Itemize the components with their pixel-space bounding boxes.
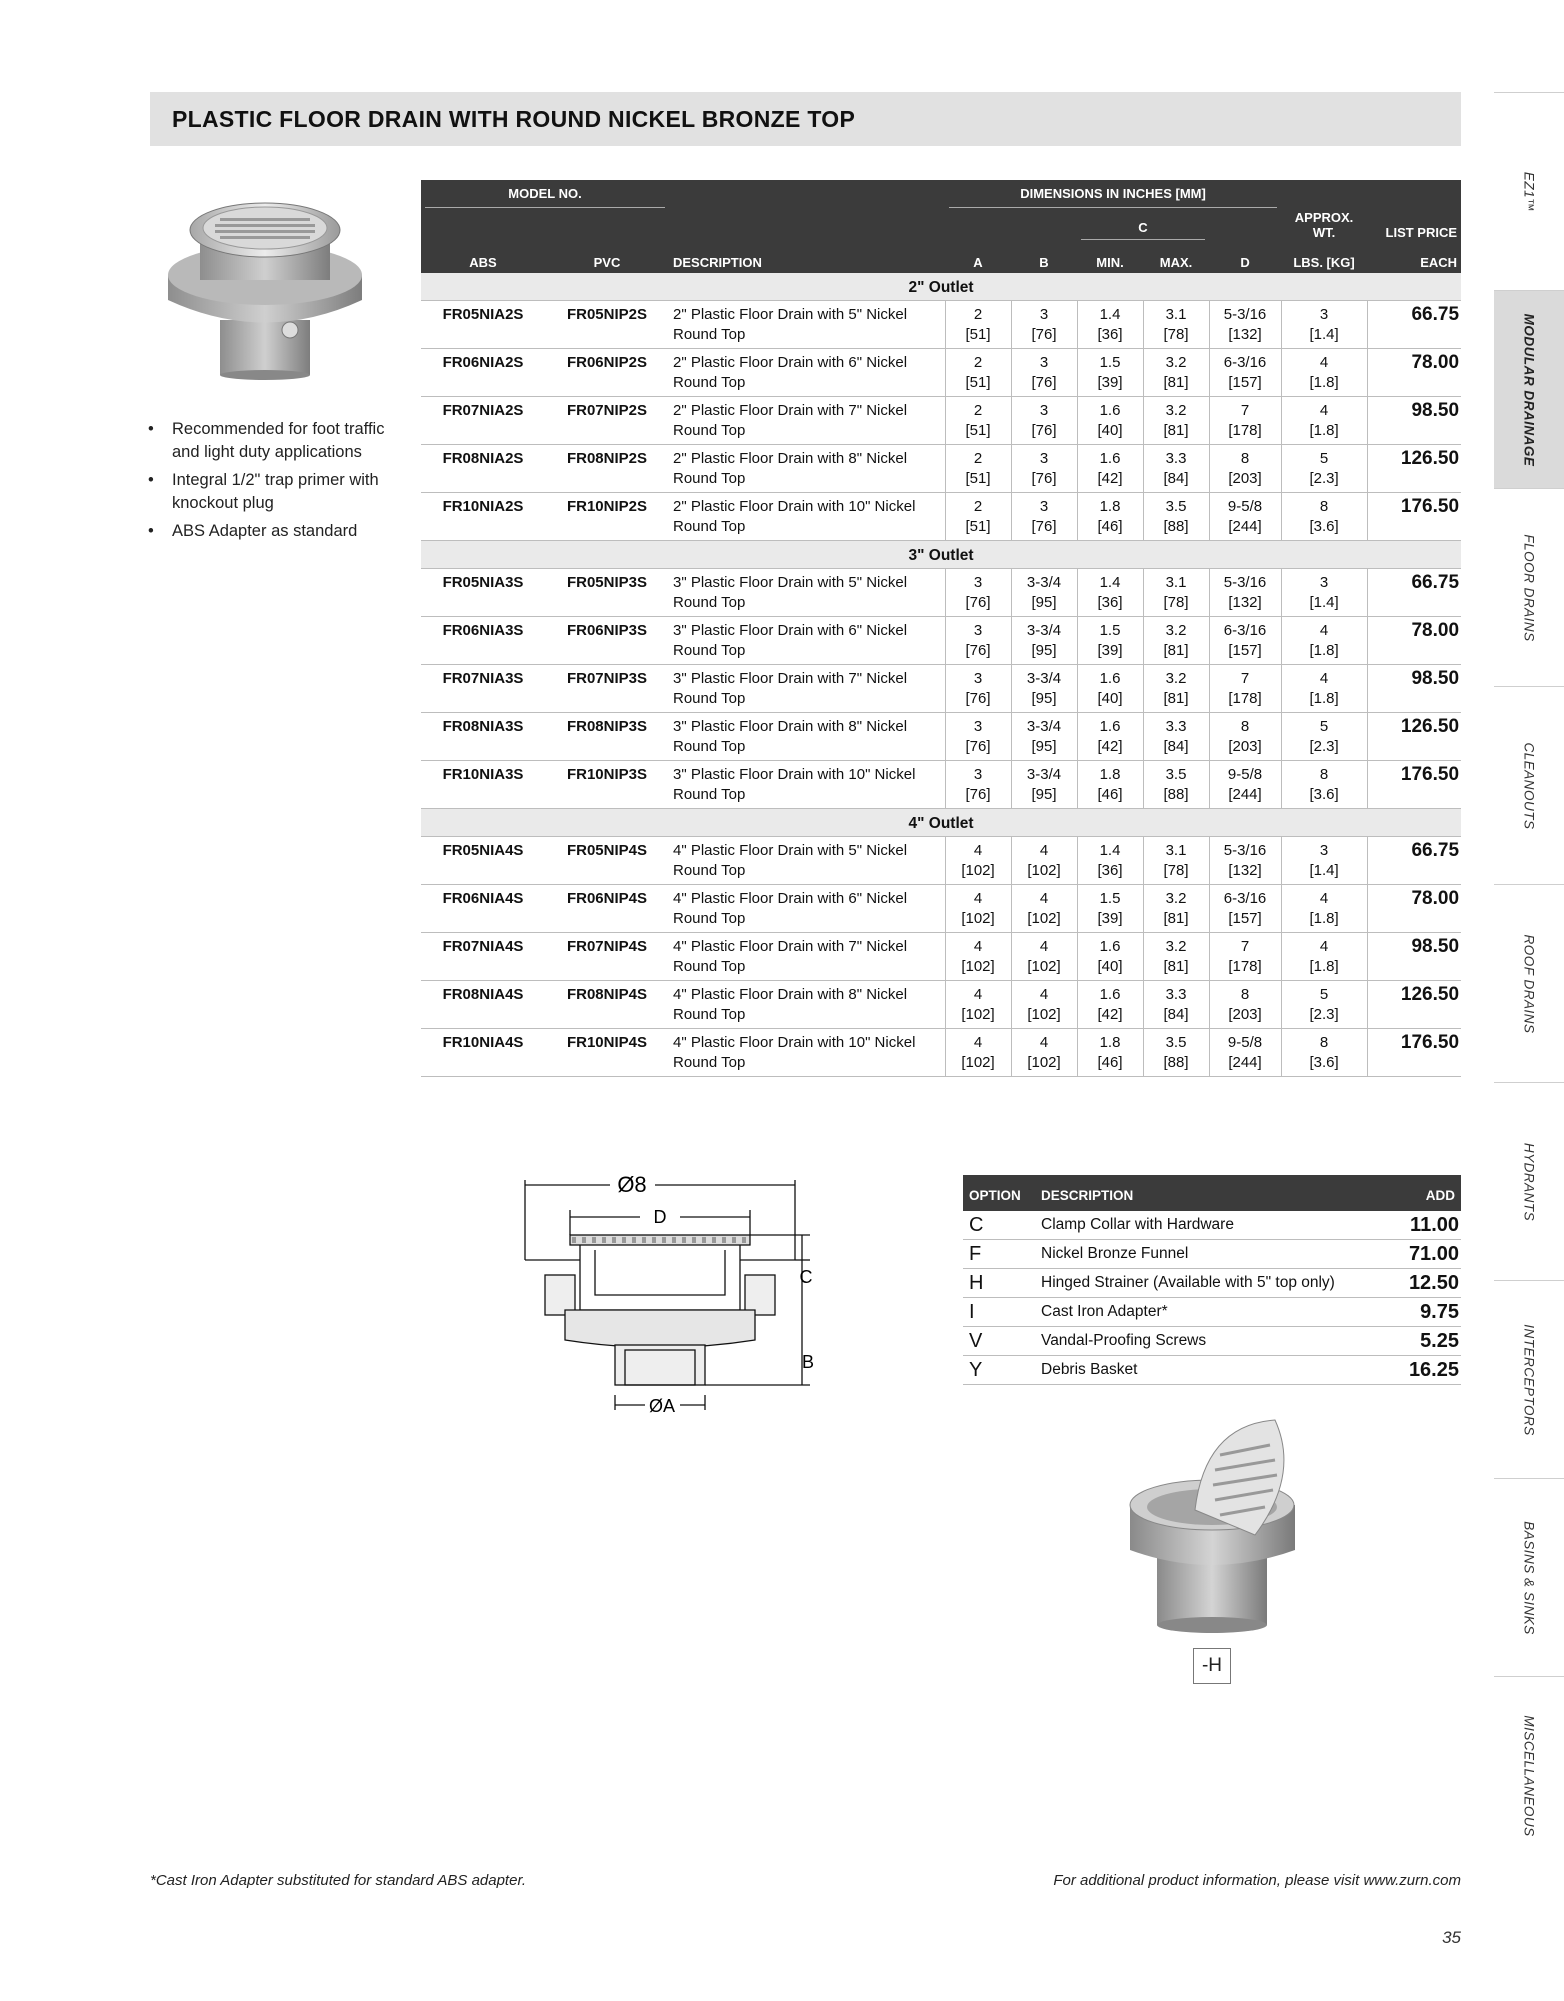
abs-model-cell: FR05NIA3S	[421, 569, 545, 617]
floor-drain-image	[160, 190, 370, 380]
option-description-cell: Nickel Bronze Funnel	[1035, 1240, 1375, 1269]
pvc-model-cell: FR05NIP3S	[545, 569, 669, 617]
dim-d-cell: 5-3/16 [132]	[1209, 569, 1281, 617]
option-row	[963, 1240, 1461, 1269]
abs-model-cell: FR06NIA2S	[421, 349, 545, 397]
dim-a-cell: 2 [51]	[945, 493, 1011, 541]
pvc-model-cell: FR06NIP3S	[545, 617, 669, 665]
abs-model-cell: FR07NIA4S	[421, 933, 545, 981]
option-add-price-cell: 16.25	[1375, 1356, 1461, 1385]
option-description-cell: Vandal-Proofing Screws	[1035, 1327, 1375, 1356]
dim-label-b: B	[801, 1352, 815, 1372]
outlet-group-row	[421, 541, 1461, 569]
dim-c-min-cell: 1.6 [40]	[1077, 665, 1143, 713]
dim-a-cell: 3 [76]	[945, 761, 1011, 809]
pvc-model-cell: FR05NIP4S	[545, 837, 669, 885]
abs-model-cell: FR05NIA4S	[421, 837, 545, 885]
outlet-group-label: 4" Outlet	[421, 809, 1461, 837]
description-cell: 2" Plastic Floor Drain with 7" Nickel Round Top	[669, 397, 945, 445]
pvc-model-cell: FR08NIP3S	[545, 713, 669, 761]
dim-c-max-cell: 3.5 [88]	[1143, 1029, 1209, 1077]
option-code-cell: C	[963, 1211, 1035, 1240]
dim-label-c: C	[799, 1267, 813, 1287]
option-description-cell: Cast Iron Adapter*	[1035, 1298, 1375, 1327]
description-cell: 3" Plastic Floor Drain with 8" Nickel Round Top	[669, 713, 945, 761]
table-row	[421, 1029, 1461, 1077]
dim-c-min-cell: 1.6 [42]	[1077, 981, 1143, 1029]
weight-cell: 4 [1.8]	[1281, 885, 1367, 933]
option-add-price-cell: 5.25	[1375, 1327, 1461, 1356]
dim-b-cell: 3-3/4 [95]	[1011, 665, 1077, 713]
description-header: DESCRIPTION	[669, 240, 945, 273]
description-cell: 4" Plastic Floor Drain with 5" Nickel Round Top	[669, 837, 945, 885]
hinged-strainer-image	[1125, 1415, 1310, 1635]
price-cell: 176.50	[1367, 493, 1461, 541]
table-row	[421, 349, 1461, 397]
outlet-group-row	[421, 809, 1461, 837]
side-tab-interceptors[interactable]: INTERCEPTORS	[1494, 1280, 1564, 1478]
feature-item: • Integral 1/2" trap primer with knockout plug	[148, 469, 388, 515]
price-cell: 78.00	[1367, 349, 1461, 397]
option-add-price-cell: 11.00	[1375, 1211, 1461, 1240]
dim-c-min-cell: 1.4 [36]	[1077, 569, 1143, 617]
dim-b-cell: 3-3/4 [95]	[1011, 617, 1077, 665]
title-bar	[150, 92, 1461, 146]
abs-model-cell: FR08NIA3S	[421, 713, 545, 761]
weight-cell: 5 [2.3]	[1281, 981, 1367, 1029]
side-tab-miscellaneous[interactable]: MISCELLANEOUS	[1494, 1676, 1564, 1874]
dim-c-max-cell: 3.2 [81]	[1143, 885, 1209, 933]
abs-model-cell: FR06NIA3S	[421, 617, 545, 665]
dim-d-cell: 8 [203]	[1209, 445, 1281, 493]
dim-d-cell: 6-3/16 [157]	[1209, 617, 1281, 665]
abs-model-cell: FR10NIA2S	[421, 493, 545, 541]
dim-b-cell: 3 [76]	[1011, 445, 1077, 493]
dim-a-cell: 3 [76]	[945, 665, 1011, 713]
dimensions-header: DIMENSIONS IN INCHES [MM]	[945, 180, 1281, 214]
option-row	[963, 1298, 1461, 1327]
price-cell: 98.50	[1367, 933, 1461, 981]
footer-info: For additional product information, please visit www.zurn.com	[1053, 1872, 1461, 1889]
b-header: B	[1011, 240, 1077, 273]
c-header: C	[1077, 214, 1209, 240]
option-code-cell: Y	[963, 1356, 1035, 1385]
abs-model-cell: FR10NIA4S	[421, 1029, 545, 1077]
option-code-cell: V	[963, 1327, 1035, 1356]
option-row	[963, 1356, 1461, 1385]
dim-a-cell: 4 [102]	[945, 837, 1011, 885]
abs-model-cell: FR07NIA2S	[421, 397, 545, 445]
price-cell: 98.50	[1367, 397, 1461, 445]
option-header: OPTION	[963, 1175, 1035, 1211]
dim-d-cell: 9-5/8 [244]	[1209, 761, 1281, 809]
abs-model-cell: FR06NIA4S	[421, 885, 545, 933]
weight-cell: 4 [1.8]	[1281, 349, 1367, 397]
dim-b-cell: 3 [76]	[1011, 301, 1077, 349]
option-description-cell: Hinged Strainer (Available with 5" top only)	[1035, 1269, 1375, 1298]
table-row	[421, 885, 1461, 933]
weight-cell: 5 [2.3]	[1281, 445, 1367, 493]
dim-c-min-cell: 1.5 [39]	[1077, 349, 1143, 397]
dim-c-min-cell: 1.8 [46]	[1077, 761, 1143, 809]
table-row	[421, 301, 1461, 349]
dim-c-min-cell: 1.6 [40]	[1077, 397, 1143, 445]
feature-item: • Recommended for foot traffic and light duty applications	[148, 418, 388, 464]
feature-item: • ABS Adapter as standard	[148, 520, 388, 543]
dim-b-cell: 4 [102]	[1011, 933, 1077, 981]
dim-c-min-cell: 1.5 [39]	[1077, 617, 1143, 665]
dim-c-max-cell: 3.2 [81]	[1143, 617, 1209, 665]
price-cell: 98.50	[1367, 665, 1461, 713]
table-row	[421, 981, 1461, 1029]
page-number: 35	[1442, 1928, 1461, 1947]
dim-b-cell: 3 [76]	[1011, 349, 1077, 397]
dim-c-min-cell: 1.8 [46]	[1077, 1029, 1143, 1077]
dim-c-max-cell: 3.2 [81]	[1143, 397, 1209, 445]
option-code-cell: F	[963, 1240, 1035, 1269]
dimension-drawing	[520, 1160, 820, 1460]
abs-model-cell: FR05NIA2S	[421, 301, 545, 349]
pvc-model-cell: FR10NIP4S	[545, 1029, 669, 1077]
option-row	[963, 1327, 1461, 1356]
dim-b-cell: 4 [102]	[1011, 981, 1077, 1029]
dim-b-cell: 3-3/4 [95]	[1011, 761, 1077, 809]
weight-unit-header: LBS. [KG]	[1281, 240, 1367, 273]
side-tab-ez1[interactable]: EZ1™	[1494, 92, 1564, 290]
pvc-model-cell: FR07NIP3S	[545, 665, 669, 713]
c-min-header: MIN.	[1077, 240, 1143, 273]
abs-model-cell: FR07NIA3S	[421, 665, 545, 713]
dim-c-min-cell: 1.6 [40]	[1077, 933, 1143, 981]
dim-a-cell: 4 [102]	[945, 933, 1011, 981]
side-tab-floor-drains[interactable]: FLOOR DRAINS	[1494, 488, 1564, 686]
table-row	[421, 713, 1461, 761]
option-h-label: -H	[1193, 1648, 1231, 1684]
dim-a-cell: 4 [102]	[945, 981, 1011, 1029]
dim-c-max-cell: 3.5 [88]	[1143, 493, 1209, 541]
weight-cell: 3 [1.4]	[1281, 837, 1367, 885]
abs-model-cell: FR10NIA3S	[421, 761, 545, 809]
description-cell: 4" Plastic Floor Drain with 10" Nickel Round Top	[669, 1029, 945, 1077]
weight-cell: 3 [1.4]	[1281, 301, 1367, 349]
option-description-cell: Debris Basket	[1035, 1356, 1375, 1385]
price-cell: 78.00	[1367, 885, 1461, 933]
weight-cell: 4 [1.8]	[1281, 397, 1367, 445]
weight-cell: 3 [1.4]	[1281, 569, 1367, 617]
dim-d-cell: 8 [203]	[1209, 981, 1281, 1029]
option-description-header: DESCRIPTION	[1035, 1175, 1375, 1211]
dim-d-cell: 7 [178]	[1209, 397, 1281, 445]
description-cell: 4" Plastic Floor Drain with 6" Nickel Round Top	[669, 885, 945, 933]
a-header: A	[945, 240, 1011, 273]
dim-c-min-cell: 1.4 [36]	[1077, 301, 1143, 349]
dim-b-cell: 3-3/4 [95]	[1011, 569, 1077, 617]
footnote: *Cast Iron Adapter substituted for standard ABS adapter.	[150, 1872, 527, 1889]
weight-cell: 8 [3.6]	[1281, 1029, 1367, 1077]
dim-label-d: D	[653, 1207, 667, 1227]
dim-d-cell: 6-3/16 [157]	[1209, 349, 1281, 397]
dim-d-cell: 9-5/8 [244]	[1209, 1029, 1281, 1077]
table-row	[421, 569, 1461, 617]
dim-c-max-cell: 3.2 [81]	[1143, 933, 1209, 981]
dim-a-cell: 4 [102]	[945, 1029, 1011, 1077]
dim-a-cell: 2 [51]	[945, 445, 1011, 493]
description-cell: 4" Plastic Floor Drain with 7" Nickel Round Top	[669, 933, 945, 981]
dim-c-min-cell: 1.5 [39]	[1077, 885, 1143, 933]
dim-label-8: Ø8	[617, 1172, 647, 1197]
table-row	[421, 445, 1461, 493]
weight-cell: 4 [1.8]	[1281, 933, 1367, 981]
dim-c-max-cell: 3.5 [88]	[1143, 761, 1209, 809]
side-tab-basins-sinks[interactable]: BASINS & SINKS	[1494, 1478, 1564, 1676]
weight-cell: 5 [2.3]	[1281, 713, 1367, 761]
option-code-cell: H	[963, 1269, 1035, 1298]
pvc-model-cell: FR08NIP2S	[545, 445, 669, 493]
table-row	[421, 837, 1461, 885]
side-tab-cleanouts[interactable]: CLEANOUTS	[1494, 686, 1564, 884]
feature-list	[148, 418, 388, 548]
dim-d-cell: 5-3/16 [132]	[1209, 301, 1281, 349]
price-cell: 126.50	[1367, 713, 1461, 761]
dim-a-cell: 2 [51]	[945, 397, 1011, 445]
side-tab-modular-drainage[interactable]: MODULAR DRAINAGE	[1494, 290, 1564, 488]
product-table	[421, 180, 1461, 1077]
outlet-group-row	[421, 273, 1461, 301]
option-description-cell: Clamp Collar with Hardware	[1035, 1211, 1375, 1240]
description-cell: 2" Plastic Floor Drain with 6" Nickel Round Top	[669, 349, 945, 397]
table-row	[421, 665, 1461, 713]
dim-a-cell: 3 [76]	[945, 617, 1011, 665]
dim-b-cell: 4 [102]	[1011, 837, 1077, 885]
dim-a-cell: 3 [76]	[945, 569, 1011, 617]
side-tab-roof-drains[interactable]: ROOF DRAINS	[1494, 884, 1564, 1082]
pvc-model-cell: FR10NIP3S	[545, 761, 669, 809]
pvc-model-cell: FR06NIP4S	[545, 885, 669, 933]
table-row	[421, 761, 1461, 809]
weight-cell: 4 [1.8]	[1281, 617, 1367, 665]
price-cell: 78.00	[1367, 617, 1461, 665]
pvc-model-cell: FR08NIP4S	[545, 981, 669, 1029]
option-add-price-cell: 71.00	[1375, 1240, 1461, 1269]
dim-d-cell: 5-3/16 [132]	[1209, 837, 1281, 885]
dim-c-min-cell: 1.6 [42]	[1077, 445, 1143, 493]
dim-c-min-cell: 1.8 [46]	[1077, 493, 1143, 541]
dim-d-cell: 7 [178]	[1209, 933, 1281, 981]
pvc-model-cell: FR06NIP2S	[545, 349, 669, 397]
price-cell: 176.50	[1367, 761, 1461, 809]
dim-d-cell: 7 [178]	[1209, 665, 1281, 713]
dim-c-min-cell: 1.6 [42]	[1077, 713, 1143, 761]
weight-cell: 8 [3.6]	[1281, 761, 1367, 809]
options-table	[963, 1175, 1461, 1385]
description-cell: 3" Plastic Floor Drain with 5" Nickel Round Top	[669, 569, 945, 617]
description-cell: 3" Plastic Floor Drain with 6" Nickel Round Top	[669, 617, 945, 665]
price-cell: 66.75	[1367, 301, 1461, 349]
table-row	[421, 933, 1461, 981]
dim-d-cell: 9-5/8 [244]	[1209, 493, 1281, 541]
option-row	[963, 1269, 1461, 1298]
price-cell: 176.50	[1367, 1029, 1461, 1077]
dim-c-max-cell: 3.2 [81]	[1143, 349, 1209, 397]
side-tabs	[1494, 92, 1564, 1874]
dim-c-max-cell: 3.3 [84]	[1143, 713, 1209, 761]
dim-b-cell: 3 [76]	[1011, 397, 1077, 445]
page-title: PLASTIC FLOOR DRAIN WITH ROUND NICKEL BRONZE TOP	[172, 106, 856, 132]
approx-wt-header: APPROX. WT.	[1281, 180, 1367, 240]
dim-d-cell: 6-3/16 [157]	[1209, 885, 1281, 933]
dim-a-cell: 3 [76]	[945, 713, 1011, 761]
side-tab-hydrants[interactable]: HYDRANTS	[1494, 1082, 1564, 1280]
dim-c-min-cell: 1.4 [36]	[1077, 837, 1143, 885]
abs-header: ABS	[421, 240, 545, 273]
price-cell: 126.50	[1367, 445, 1461, 493]
model-no-header: MODEL NO.	[421, 180, 669, 214]
outlet-group-label: 3" Outlet	[421, 541, 1461, 569]
outlet-group-label: 2" Outlet	[421, 273, 1461, 301]
dim-a-cell: 2 [51]	[945, 301, 1011, 349]
description-cell: 2" Plastic Floor Drain with 10" Nickel Round Top	[669, 493, 945, 541]
abs-model-cell: FR08NIA4S	[421, 981, 545, 1029]
table-row	[421, 397, 1461, 445]
weight-cell: 8 [3.6]	[1281, 493, 1367, 541]
description-cell: 4" Plastic Floor Drain with 8" Nickel Round Top	[669, 981, 945, 1029]
weight-cell: 4 [1.8]	[1281, 665, 1367, 713]
description-cell: 2" Plastic Floor Drain with 8" Nickel Round Top	[669, 445, 945, 493]
dim-c-max-cell: 3.3 [84]	[1143, 981, 1209, 1029]
price-cell: 126.50	[1367, 981, 1461, 1029]
dim-b-cell: 3 [76]	[1011, 493, 1077, 541]
option-row	[963, 1211, 1461, 1240]
description-cell: 2" Plastic Floor Drain with 5" Nickel Round Top	[669, 301, 945, 349]
dim-c-max-cell: 3.2 [81]	[1143, 665, 1209, 713]
dim-c-max-cell: 3.3 [84]	[1143, 445, 1209, 493]
abs-model-cell: FR08NIA2S	[421, 445, 545, 493]
add-header: ADD	[1375, 1175, 1461, 1211]
dim-c-max-cell: 3.1 [78]	[1143, 837, 1209, 885]
pvc-model-cell: FR10NIP2S	[545, 493, 669, 541]
pvc-model-cell: FR07NIP2S	[545, 397, 669, 445]
pvc-header: PVC	[545, 240, 669, 273]
dim-b-cell: 4 [102]	[1011, 885, 1077, 933]
dim-label-a: ØA	[648, 1396, 676, 1416]
c-max-header: MAX.	[1143, 240, 1209, 273]
dim-b-cell: 4 [102]	[1011, 1029, 1077, 1077]
option-add-price-cell: 12.50	[1375, 1269, 1461, 1298]
d-header: D	[1209, 240, 1281, 273]
pvc-model-cell: FR07NIP4S	[545, 933, 669, 981]
price-cell: 66.75	[1367, 837, 1461, 885]
price-cell: 66.75	[1367, 569, 1461, 617]
pvc-model-cell: FR05NIP2S	[545, 301, 669, 349]
dim-b-cell: 3-3/4 [95]	[1011, 713, 1077, 761]
list-price-header: LIST PRICE	[1367, 214, 1461, 240]
table-row	[421, 493, 1461, 541]
option-code-cell: I	[963, 1298, 1035, 1327]
dim-a-cell: 4 [102]	[945, 885, 1011, 933]
table-row	[421, 617, 1461, 665]
dim-c-max-cell: 3.1 [78]	[1143, 301, 1209, 349]
dim-a-cell: 2 [51]	[945, 349, 1011, 397]
description-cell: 3" Plastic Floor Drain with 10" Nickel Round Top	[669, 761, 945, 809]
option-add-price-cell: 9.75	[1375, 1298, 1461, 1327]
dim-c-max-cell: 3.1 [78]	[1143, 569, 1209, 617]
dim-d-cell: 8 [203]	[1209, 713, 1281, 761]
each-header: EACH	[1367, 240, 1461, 273]
description-cell: 3" Plastic Floor Drain with 7" Nickel Round Top	[669, 665, 945, 713]
